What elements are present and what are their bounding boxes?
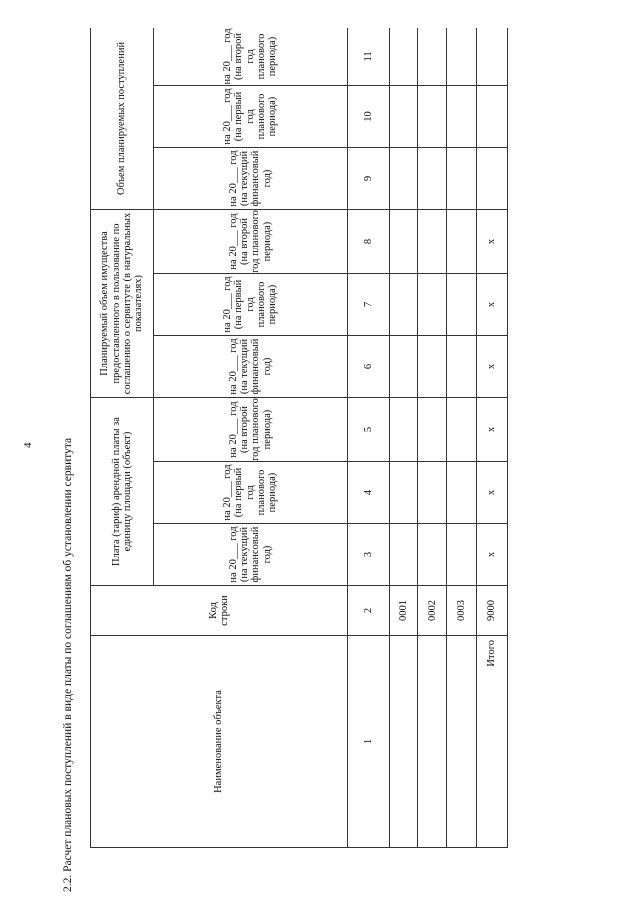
cell: x (476, 462, 507, 524)
cell (390, 274, 418, 336)
column-number: 6 (347, 336, 390, 398)
period-header: на 20___ год (на первый год планового периода) (153, 274, 347, 336)
row-name (418, 636, 447, 848)
cell (418, 524, 447, 586)
cell (418, 274, 447, 336)
header-property: Планируемый объем имущества предоставленного в пользование по соглашению о сервитуте (в натуральных показателях) (91, 210, 154, 398)
column-number: 8 (347, 210, 390, 274)
column-number: 7 (347, 274, 390, 336)
income-calculation-table (90, 28, 508, 848)
cell (476, 148, 507, 210)
cell (418, 462, 447, 524)
cell (390, 336, 418, 398)
header-income: Объем планируемых поступлений (91, 28, 154, 210)
cell (418, 336, 447, 398)
cell (447, 462, 476, 524)
cell: x (476, 274, 507, 336)
table-row (390, 28, 418, 848)
header-name: Наименование объекта (91, 636, 348, 848)
document-title: 2.2. Расчет плановых поступлений в виде платы по соглашениям об установлении сервитута (62, 437, 74, 892)
cell (390, 462, 418, 524)
column-number: 10 (347, 86, 390, 148)
cell (447, 86, 476, 148)
cell: x (476, 336, 507, 398)
column-number: 1 (347, 636, 390, 848)
table-row (447, 28, 476, 848)
row-code: 0003 (447, 586, 476, 636)
cell (418, 148, 447, 210)
cell: x (476, 210, 507, 274)
column-number: 3 (347, 524, 390, 586)
cell (390, 148, 418, 210)
period-header: на 20___ год (на второй год планового периода) (153, 210, 347, 274)
column-number: 2 (347, 586, 390, 636)
column-number: 11 (347, 28, 390, 86)
period-header: на 20___ год (на первый год планового периода) (153, 462, 347, 524)
period-header: на 20___ год (на текущий финансовый год) (153, 148, 347, 210)
table-row (418, 28, 447, 848)
cell (476, 28, 507, 86)
cell (390, 524, 418, 586)
cell: x (476, 398, 507, 462)
row-code: 9000 (476, 586, 507, 636)
column-number: 4 (347, 462, 390, 524)
table-container (90, 28, 508, 848)
period-header: на 20___ год (на текущий финансовый год) (153, 336, 347, 398)
column-number-row (347, 28, 390, 848)
cell (447, 148, 476, 210)
page-number: 4 (22, 442, 34, 448)
row-name (390, 636, 418, 848)
cell (390, 28, 418, 86)
period-header: на 20___ год (на второй год планового периода) (153, 398, 347, 462)
column-number: 5 (347, 398, 390, 462)
cell: x (476, 524, 507, 586)
cell (447, 524, 476, 586)
cell (447, 274, 476, 336)
period-header: на 20___ год (на второй год планового периода) (153, 28, 347, 86)
row-name: Итого (476, 636, 507, 848)
cell (447, 28, 476, 86)
total-row (476, 28, 507, 848)
cell (390, 86, 418, 148)
cell (447, 398, 476, 462)
cell (418, 398, 447, 462)
cell (390, 398, 418, 462)
cell (418, 28, 447, 86)
header-rent: Плата (тариф) арендной платы за единицу площади (объект) (91, 398, 154, 586)
period-header: на 20___ год (на текущий финансовый год) (153, 524, 347, 586)
header-code: Код строки (91, 586, 348, 636)
cell (447, 210, 476, 274)
cell (418, 210, 447, 274)
cell (447, 336, 476, 398)
row-name (447, 636, 476, 848)
cell (390, 210, 418, 274)
column-number: 9 (347, 148, 390, 210)
cell (418, 86, 447, 148)
row-code: 0002 (418, 586, 447, 636)
row-code: 0001 (390, 586, 418, 636)
period-header: на 20___ год (на первый год планового периода) (153, 86, 347, 148)
cell (476, 86, 507, 148)
